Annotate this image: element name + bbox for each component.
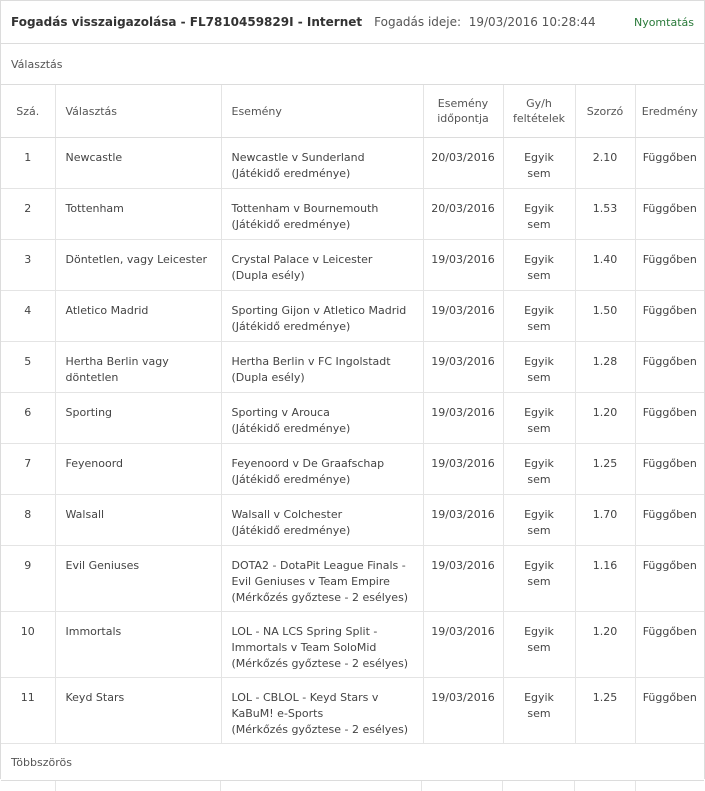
confirmation-title: Fogadás visszaigazolása - FL7810459829I - Internet: [11, 15, 363, 29]
row-conditions: Egyik sem: [503, 189, 575, 240]
col-header-odds: Szorzó: [575, 85, 635, 138]
row-event-date: 19/03/2016: [423, 342, 503, 393]
row-odds: 1.50: [575, 291, 635, 342]
row-event-date: 20/03/2016: [423, 189, 503, 240]
row-odds: 2.10: [575, 138, 635, 189]
col-header-selection: Választás: [55, 85, 221, 138]
row-selection: Evil Geniuses: [55, 546, 221, 612]
row-result: Függőben: [635, 678, 704, 744]
row-event-date: 19/03/2016: [423, 678, 503, 744]
multiples-section-label: Többszörös: [1, 744, 704, 781]
row-event: LOL - CBLOL - Keyd Stars v KaBuM! e-Sports (Mérkőzés győztese - 2 esélyes): [221, 678, 423, 744]
row-odds: 1.20: [575, 393, 635, 444]
print-link[interactable]: Nyomtatás: [633, 15, 694, 29]
row-number: 8: [1, 495, 55, 546]
row-result: Függőben: [635, 612, 704, 678]
table-row: [1, 444, 704, 495]
table-row: [1, 612, 704, 678]
bet-placed-value: 19/03/2016 10:28:44: [468, 15, 596, 29]
col-header-event: Esemény: [221, 85, 423, 138]
row-number: 3: [1, 240, 55, 291]
row-selection: Sporting: [55, 393, 221, 444]
row-selection: Hertha Berlin vagy döntetlen: [55, 342, 221, 393]
row-event-date: 19/03/2016: [423, 495, 503, 546]
row-event-date: 20/03/2016: [423, 138, 503, 189]
multiples-table-stub: [1, 781, 704, 791]
row-odds: 1.70: [575, 495, 635, 546]
table-row: [1, 342, 704, 393]
row-event: Walsall v Colchester (Játékidő eredménye): [221, 495, 423, 546]
confirmation-header: [1, 1, 704, 44]
row-odds: 1.20: [575, 612, 635, 678]
row-event-date: 19/03/2016: [423, 240, 503, 291]
row-selection: Tottenham: [55, 189, 221, 240]
col-header-result: Eredmény: [635, 85, 704, 138]
row-number: 5: [1, 342, 55, 393]
row-conditions: Egyik sem: [503, 444, 575, 495]
row-selection: Keyd Stars: [55, 678, 221, 744]
row-event: Tottenham v Bournemouth (Játékidő eredménye): [221, 189, 423, 240]
row-result: Függőben: [635, 240, 704, 291]
col-header-conditions: Gy/h feltételek: [503, 85, 575, 138]
table-row: [1, 393, 704, 444]
col-header-event-time: Esemény időpontja: [423, 85, 503, 138]
row-odds: 1.25: [575, 678, 635, 744]
row-event: Sporting v Arouca (Játékidő eredménye): [221, 393, 423, 444]
bet-placed-time: [374, 15, 595, 29]
row-odds: 1.40: [575, 240, 635, 291]
row-number: 6: [1, 393, 55, 444]
row-odds: 1.25: [575, 444, 635, 495]
row-selection: Döntetlen, vagy Leicester: [55, 240, 221, 291]
row-event: Crystal Palace v Leicester (Dupla esély): [221, 240, 423, 291]
row-event-date: 19/03/2016: [423, 393, 503, 444]
row-event-date: 19/03/2016: [423, 612, 503, 678]
row-number: 7: [1, 444, 55, 495]
row-event: Hertha Berlin v FC Ingolstadt (Dupla esély): [221, 342, 423, 393]
row-event-date: 19/03/2016: [423, 291, 503, 342]
row-result: Függőben: [635, 444, 704, 495]
row-odds: 1.28: [575, 342, 635, 393]
row-result: Függőben: [635, 291, 704, 342]
row-selection: Walsall: [55, 495, 221, 546]
row-selection: Newcastle: [55, 138, 221, 189]
row-event: DOTA2 - DotaPit League Finals - Evil Geniuses v Team Empire (Mérkőzés győztese - 2 esélyes): [221, 546, 423, 612]
row-conditions: Egyik sem: [503, 612, 575, 678]
table-row: [1, 189, 704, 240]
row-event: Feyenoord v De Graafschap (Játékidő eredménye): [221, 444, 423, 495]
row-event-date: 19/03/2016: [423, 444, 503, 495]
row-conditions: Egyik sem: [503, 342, 575, 393]
row-event: Newcastle v Sunderland (Játékidő eredménye): [221, 138, 423, 189]
selections-section-label: Választás: [1, 44, 704, 85]
row-odds: 1.53: [575, 189, 635, 240]
row-conditions: Egyik sem: [503, 678, 575, 744]
bet-placed-label: Fogadás ideje:: [374, 15, 462, 29]
row-result: Függőben: [635, 342, 704, 393]
row-result: Függőben: [635, 138, 704, 189]
row-selection: Immortals: [55, 612, 221, 678]
selections-table: [1, 85, 704, 744]
table-header-row: [1, 85, 704, 138]
table-row: [1, 678, 704, 744]
row-result: Függőben: [635, 495, 704, 546]
row-odds: 1.16: [575, 546, 635, 612]
row-conditions: Egyik sem: [503, 546, 575, 612]
row-selection: Atletico Madrid: [55, 291, 221, 342]
row-result: Függőben: [635, 189, 704, 240]
row-result: Függőben: [635, 393, 704, 444]
row-number: 2: [1, 189, 55, 240]
row-event-date: 19/03/2016: [423, 546, 503, 612]
table-row: [1, 546, 704, 612]
row-number: 1: [1, 138, 55, 189]
row-conditions: Egyik sem: [503, 240, 575, 291]
row-conditions: Egyik sem: [503, 138, 575, 189]
row-number: 10: [1, 612, 55, 678]
row-number: 11: [1, 678, 55, 744]
row-number: 9: [1, 546, 55, 612]
table-row: [1, 291, 704, 342]
row-number: 4: [1, 291, 55, 342]
row-result: Függőben: [635, 546, 704, 612]
col-header-num: Szá.: [1, 85, 55, 138]
row-selection: Feyenoord: [55, 444, 221, 495]
row-event: LOL - NA LCS Spring Split - Immortals v Team SoloMid (Mérkőzés győztese - 2 esélyes): [221, 612, 423, 678]
row-conditions: Egyik sem: [503, 393, 575, 444]
table-row: [1, 138, 704, 189]
row-event: Sporting Gijon v Atletico Madrid (Játékidő eredménye): [221, 291, 423, 342]
table-row: [1, 240, 704, 291]
table-row: [1, 495, 704, 546]
row-conditions: Egyik sem: [503, 495, 575, 546]
row-conditions: Egyik sem: [503, 291, 575, 342]
